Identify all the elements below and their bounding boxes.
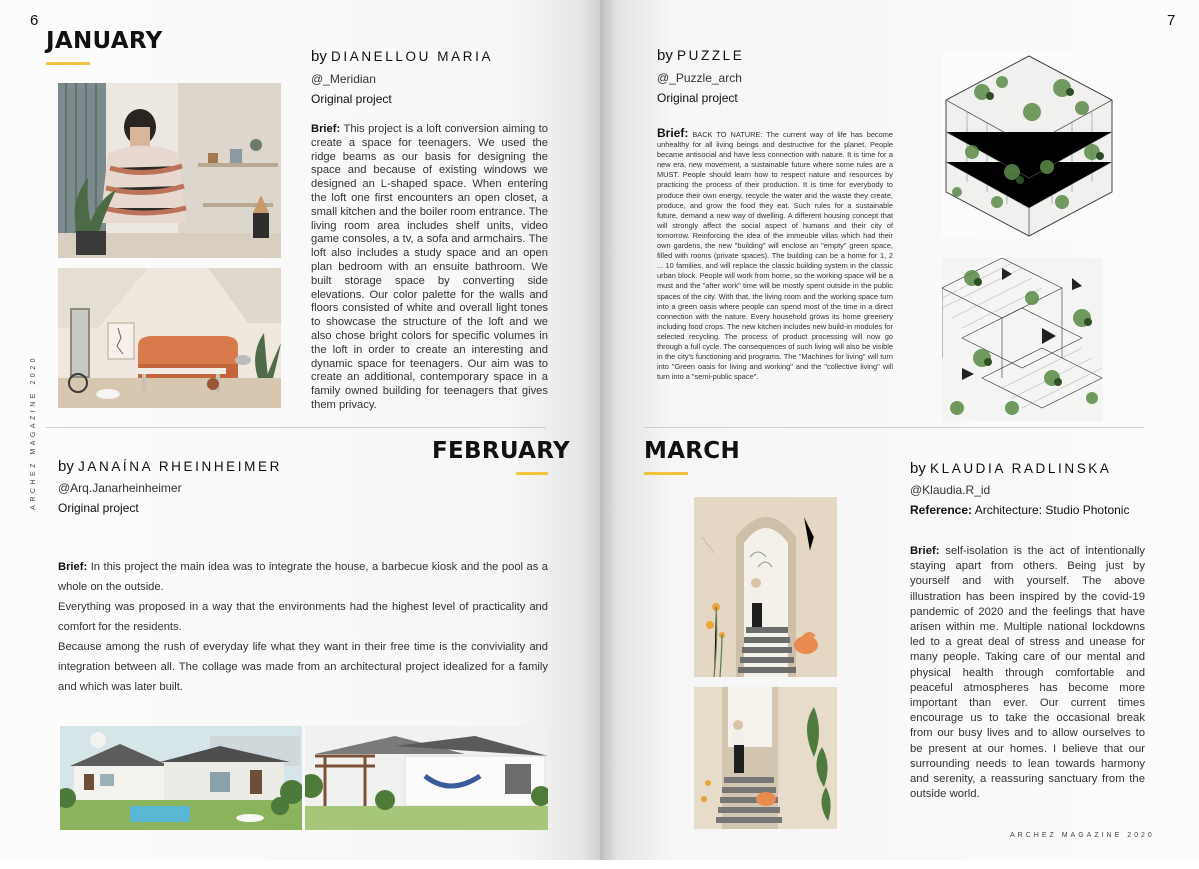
- side-magazine-label: ARCHEZ MAGAZINE 2020: [30, 355, 37, 510]
- puzzle-handle: @_Puzzle_arch: [657, 71, 742, 85]
- march-underline: [644, 472, 688, 475]
- february-brief: [58, 557, 548, 697]
- left-page: [0, 0, 600, 860]
- january-byline: [311, 48, 493, 65]
- february-image-house-pool: [60, 726, 302, 830]
- puzzle-image-interior-greenery: [942, 258, 1103, 421]
- january-brief: [311, 123, 548, 413]
- january-image-teen-room: [58, 83, 281, 258]
- brief-label: Brief:: [311, 123, 341, 135]
- january-handle: @_Meridian: [311, 72, 376, 86]
- january-brief-text: This project is a loft conversion aiming to create a space for teenagers. We used the ridge beams as our basis for designing the space and because of existing windows we designed an L-shaped space. When entering the loft one first encounters an open closet, a small kitchen and the boiler room entrance. The living room area includes shelf units, video game consoles, a tv, a sofa and armchairs. The loft also includes a study space and an open plan bedroom with an ensuite bathroom. We built storage space by converting side elevations. Our color palette for the walls and floors consisted of white and overall light tones to showcase the structure of the loft and we also chose bright colors for specific volumes in the loft in order to create an interesting and dynamic space for teenagers. Our aim was to create an additional, contemporary space in a family owned building for teenagers that gives them privacy.: [311, 123, 549, 411]
- brief-label: Brief:: [58, 561, 88, 573]
- section-divider-left: [46, 427, 546, 428]
- february-paragraph-1-text: In this project the main idea was to integrate the house, a barbecue kiosk and the pool as a whole on the outside.: [58, 561, 548, 593]
- month-heading-january: JANUARY: [46, 28, 163, 54]
- page-number-right: 7: [1167, 12, 1176, 29]
- puzzle-author: PUZZLE: [677, 48, 745, 63]
- february-author: JANAÍNA RHEINHEIMER: [78, 459, 282, 474]
- footer-magazine-label: ARCHEZ MAGAZINE 2020: [1010, 832, 1155, 839]
- by-word: by: [657, 47, 673, 64]
- march-image-arch-doorway: [694, 497, 837, 677]
- february-paragraph-3: Because among the rush of everyday life what they want in their free time is the conviviality and integration between all. The collage was made from an architectural project idealized for a family and which was later built.: [58, 641, 548, 693]
- january-image-living-room: [58, 268, 281, 408]
- reference-label: Reference:: [910, 503, 973, 517]
- month-heading-february: FEBRUARY: [432, 438, 570, 464]
- by-word: by: [910, 460, 926, 477]
- march-byline: [910, 460, 1112, 477]
- february-paragraph-1: [58, 557, 548, 597]
- february-underline: [516, 472, 548, 475]
- brief-label: Brief:: [910, 545, 940, 557]
- march-brief-text: self-isolation is the act of intentionally staying apart from others. Being just by yourself and with yourself. The above illustration has been inspired by the covid-19 pandemic of 2020 and the feelings that have arisen within me. Multiple national lockdowns led to a great deal of stress and unease for many people. Taking care of our mental and physical health through comfortable and peaceful atmospheres has become more important than ever. Our current times encourage us to take the occasional break from our busy lives and to allow ourselves to be present at our homes. I believe that our surrounding needs to lean towards harmony and serenity, a reassuring sanctuary from the outside world.: [910, 545, 1146, 801]
- by-word: by: [58, 458, 74, 475]
- puzzle-image-isometric-building: [942, 52, 1116, 238]
- february-paragraph-2: Everything was proposed in a way that the environments had the highest level of practicality and comfort for the residents.: [58, 601, 548, 633]
- page-number-left: 6: [30, 12, 39, 29]
- puzzle-project-type: Original project: [657, 91, 738, 105]
- march-brief: [910, 544, 1145, 802]
- march-handle: @Klaudia.R_id: [910, 483, 991, 497]
- february-project-type: Original project: [58, 501, 139, 515]
- january-project-type: Original project: [311, 92, 392, 106]
- march-image-stairs-figure: [694, 687, 837, 829]
- february-handle: @Arq.Janarheinheimer: [58, 481, 182, 495]
- puzzle-brief: [657, 128, 893, 382]
- section-divider-right: [644, 427, 1144, 428]
- january-underline: [46, 62, 90, 65]
- february-byline: [58, 458, 282, 475]
- brief-label: Brief:: [657, 126, 689, 140]
- puzzle-byline: [657, 47, 744, 64]
- march-reference: [910, 503, 1129, 517]
- february-image-barbecue-kiosk: [305, 726, 548, 830]
- march-author: KLAUDIA RADLINSKA: [930, 461, 1112, 476]
- reference-value: Architecture: Studio Photonic: [974, 503, 1130, 517]
- january-author: DIANELLOU MARIA: [331, 49, 494, 64]
- by-word: by: [311, 48, 327, 65]
- month-heading-march: MARCH: [644, 438, 741, 464]
- puzzle-brief-text: BACK TO NATURE: The current way of life has become unhealthy for all living beings and destructive for the planet. People became antisocial and have less connection with nature. It is time for a new era, new movement, a sustainable future where some rules are a MUST. People should learn how to respect nature and resources by practicing the process of their production. It is time for everybody to produce their own energy, recycle the water and the waste they create, produce, and grow the food they eat. Such rules for a sustainable future, demand a new way of dwelling. A different housing concept that will strongly affect the social aspect of humans and their city of tomorrow. Reinforcing the idea of the immeuble villas which had their own gardens, the new "building" will enclose an "empty" green space, filled with rooms (private spaces). The building can be a home for 1, 2 ... 10 families, and will replace the classic building system in the classic urban block. People will work from home, so the working space will be a must and the "after work" time will be mostly spent outside in the public spaces of the city. With that, the living room and the working space turn into a green oasis where people can spend most of the time in a direct connection with the nature. Every household grows its home greenery including food crops. The new kitchen includes new build-in modules for selected recycling. The process of product processing will now go through a full cycle. The consequences of such living will also be visible in the city's functioning and programs. The "Machines for living" will turn into "Green oasis for living and working" and the "collective living" will turn into a "semi-public space".: [657, 130, 893, 382]
- right-page: [600, 0, 1199, 860]
